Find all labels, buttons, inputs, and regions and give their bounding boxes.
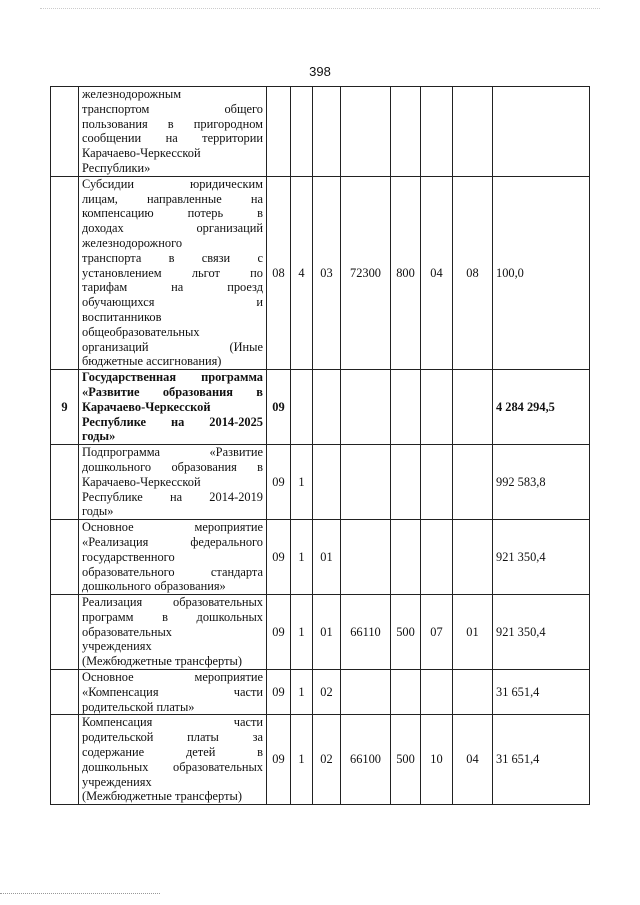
- item-name-line: Субсидии юридическим: [82, 176, 263, 191]
- code-cell-c5: [391, 520, 421, 595]
- item-name-line: Карачаево-Черкесской: [82, 399, 211, 414]
- row-number-cell: 9: [51, 370, 79, 445]
- item-name-line: Карачаево-Черкесской: [82, 146, 201, 161]
- code-cell-c2: 1: [291, 520, 313, 595]
- item-name-line: общеобразовательных: [82, 324, 200, 339]
- table-row: [51, 520, 590, 595]
- item-name-line: государственного: [82, 549, 175, 564]
- code-cell-c4: 66110: [341, 595, 391, 670]
- item-name-cell: [79, 520, 267, 595]
- code-cell-c4: [341, 370, 391, 445]
- amount-cell: 992 583,8: [493, 445, 590, 520]
- code-cell-c6: 04: [421, 176, 453, 369]
- row-number-cell: [51, 520, 79, 595]
- code-cell-c1: 09: [267, 670, 291, 715]
- row-number-cell: [51, 176, 79, 369]
- code-cell-c1: 09: [267, 595, 291, 670]
- code-cell-c4: [341, 670, 391, 715]
- item-name-line: транспортом общего: [82, 101, 263, 116]
- code-cell-c3: 02: [313, 670, 341, 715]
- item-name-line: бюджетные ассигнования): [82, 354, 222, 369]
- item-name-line: Основное мероприятие: [82, 670, 263, 685]
- item-name-line: (Межбюджетные трансферты): [82, 654, 242, 669]
- item-name-line: дошкольных образовательных: [82, 759, 263, 774]
- item-name-line: «Реализация федерального: [82, 534, 263, 549]
- code-cell-c7: [453, 370, 493, 445]
- item-name-line: воспитанников: [82, 309, 162, 324]
- item-name-cell: [79, 670, 267, 715]
- code-cell-c3: 01: [313, 520, 341, 595]
- item-name-line: «Развитие образования в: [82, 384, 263, 399]
- code-cell-c2: 1: [291, 670, 313, 715]
- code-cell-c2: 4: [291, 176, 313, 369]
- budget-table: [50, 86, 590, 805]
- table-row: [51, 87, 590, 177]
- code-cell-c2: [291, 87, 313, 177]
- item-name-line: Реализация образовательных: [82, 595, 263, 610]
- code-cell-c2: 1: [291, 715, 313, 805]
- amount-cell: 100,0: [493, 176, 590, 369]
- code-cell-c6: [421, 520, 453, 595]
- item-name-line: учреждениях: [82, 639, 152, 654]
- code-cell-c5: 800: [391, 176, 421, 369]
- item-name-line: Подпрограмма «Развитие: [82, 445, 263, 460]
- item-name-line: Республике на 2014-2019: [82, 489, 263, 504]
- code-cell-c5: [391, 370, 421, 445]
- item-name-line: лицам, направленные на: [82, 191, 263, 206]
- code-cell-c6: 07: [421, 595, 453, 670]
- table-row: [51, 595, 590, 670]
- item-name-cell: [79, 370, 267, 445]
- code-cell-c1: 08: [267, 176, 291, 369]
- code-cell-c1: 09: [267, 715, 291, 805]
- row-number-cell: [51, 595, 79, 670]
- item-name-line: Республики»: [82, 160, 151, 175]
- item-name-line: пользования в пригородном: [82, 116, 263, 131]
- code-cell-c7: 04: [453, 715, 493, 805]
- item-name-cell: [79, 595, 267, 670]
- code-cell-c3: [313, 370, 341, 445]
- code-cell-c3: 02: [313, 715, 341, 805]
- code-cell-c2: 1: [291, 445, 313, 520]
- item-name-line: сообщении на территории: [82, 131, 263, 146]
- item-name-line: годы»: [82, 429, 116, 444]
- item-name-line: Компенсация части: [82, 715, 263, 730]
- code-cell-c4: [341, 520, 391, 595]
- page-number: 398: [309, 64, 331, 79]
- code-cell-c1: 09: [267, 445, 291, 520]
- table-row: [51, 715, 590, 805]
- amount-cell: 31 651,4: [493, 670, 590, 715]
- item-name-line: (Межбюджетные трансферты): [82, 789, 242, 804]
- item-name-line: обучающихся и: [82, 295, 263, 310]
- item-name-line: Карачаево-Черкесской: [82, 474, 201, 489]
- item-name-line: Основное мероприятие: [82, 520, 263, 535]
- table-row: [51, 670, 590, 715]
- table-row: [51, 445, 590, 520]
- code-cell-c3: [313, 87, 341, 177]
- item-name-line: учреждениях: [82, 774, 152, 789]
- item-name-line: родительской платы за: [82, 730, 263, 745]
- code-cell-c2: [291, 370, 313, 445]
- amount-cell: 31 651,4: [493, 715, 590, 805]
- code-cell-c4: 66100: [341, 715, 391, 805]
- item-name-line: тарифам на проезд: [82, 280, 263, 295]
- code-cell-c6: [421, 87, 453, 177]
- item-name-line: образовательных: [82, 624, 172, 639]
- scan-top-artifact: [40, 8, 600, 10]
- item-name-line: образовательного стандарта: [82, 564, 263, 579]
- row-number-cell: [51, 670, 79, 715]
- item-name-line: «Компенсация части: [82, 684, 263, 699]
- item-name-cell: [79, 445, 267, 520]
- amount-cell: 4 284 294,5: [493, 370, 590, 445]
- row-number-cell: [51, 445, 79, 520]
- item-name-line: организаций (Иные: [82, 339, 263, 354]
- code-cell-c3: 03: [313, 176, 341, 369]
- code-cell-c6: 10: [421, 715, 453, 805]
- amount-cell: 921 350,4: [493, 520, 590, 595]
- code-cell-c5: 500: [391, 715, 421, 805]
- code-cell-c5: [391, 445, 421, 520]
- amount-cell: 921 350,4: [493, 595, 590, 670]
- item-name-cell: [79, 715, 267, 805]
- code-cell-c5: 500: [391, 595, 421, 670]
- item-name-line: Республике на 2014-2025: [82, 414, 263, 429]
- item-name-line: программ в дошкольных: [82, 609, 263, 624]
- item-name-line: годы»: [82, 504, 114, 519]
- code-cell-c4: [341, 445, 391, 520]
- item-name-cell: [79, 87, 267, 177]
- amount-cell: [493, 87, 590, 177]
- code-cell-c7: [453, 670, 493, 715]
- item-name-line: транспорта в связи с: [82, 250, 263, 265]
- code-cell-c7: 01: [453, 595, 493, 670]
- code-cell-c4: 72300: [341, 176, 391, 369]
- item-name-line: установлением льгот по: [82, 265, 263, 280]
- code-cell-c2: 1: [291, 595, 313, 670]
- code-cell-c6: [421, 445, 453, 520]
- code-cell-c7: 08: [453, 176, 493, 369]
- code-cell-c6: [421, 370, 453, 445]
- code-cell-c7: [453, 520, 493, 595]
- item-name-line: компенсацию потерь в: [82, 206, 263, 221]
- code-cell-c7: [453, 445, 493, 520]
- code-cell-c4: [341, 87, 391, 177]
- code-cell-c5: [391, 87, 421, 177]
- item-name-line: дошкольного образования в: [82, 459, 263, 474]
- item-name-line: содержание детей в: [82, 745, 263, 760]
- item-name-line: родительской платы»: [82, 699, 195, 714]
- item-name-line: доходах организаций: [82, 221, 263, 236]
- item-name-cell: [79, 176, 267, 369]
- table-row: [51, 176, 590, 369]
- item-name-line: Государственная программа: [82, 370, 263, 385]
- code-cell-c1: 09: [267, 520, 291, 595]
- row-number-cell: [51, 87, 79, 177]
- table-row: [51, 370, 590, 445]
- code-cell-c6: [421, 670, 453, 715]
- code-cell-c3: 01: [313, 595, 341, 670]
- scan-bottom-artifact: [0, 893, 160, 895]
- item-name-line: дошкольного образования»: [82, 579, 226, 594]
- code-cell-c5: [391, 670, 421, 715]
- code-cell-c7: [453, 87, 493, 177]
- row-number-cell: [51, 715, 79, 805]
- code-cell-c1: 09: [267, 370, 291, 445]
- item-name-line: железнодорожного: [82, 235, 183, 250]
- item-name-line: железнодорожным: [82, 87, 182, 101]
- code-cell-c3: [313, 445, 341, 520]
- code-cell-c1: [267, 87, 291, 177]
